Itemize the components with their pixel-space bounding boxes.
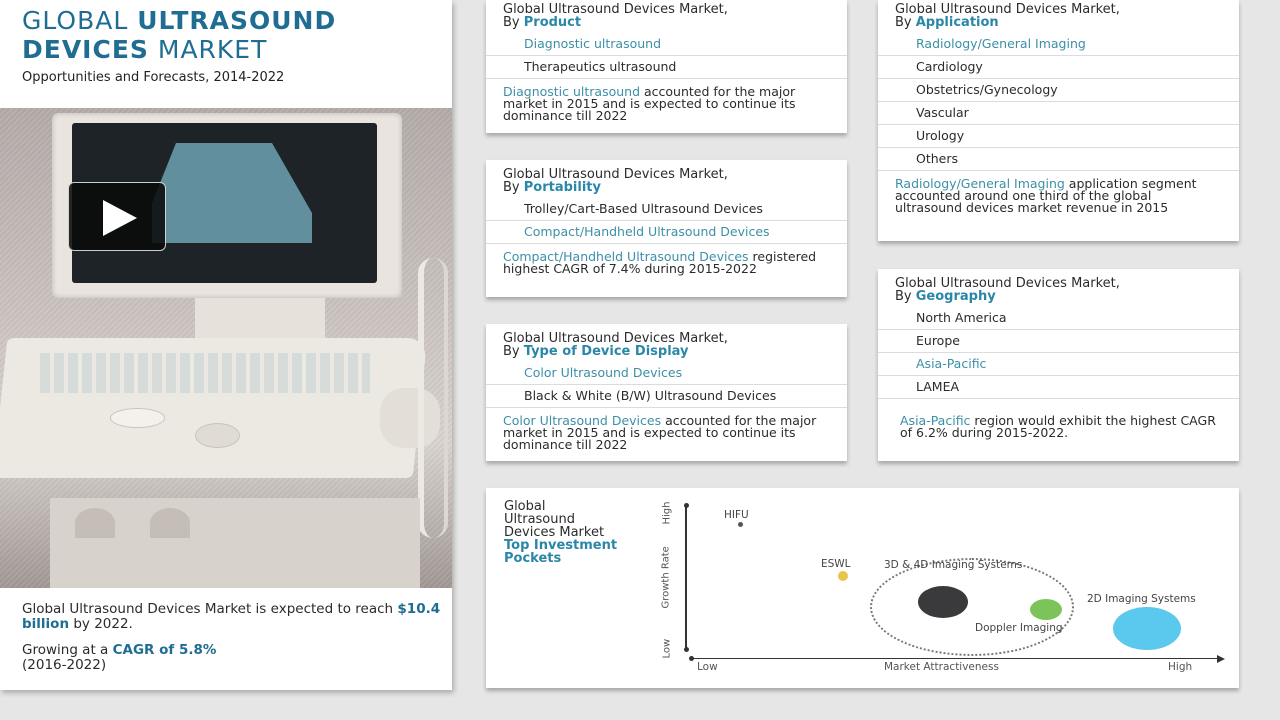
bubble-eswl [838, 571, 848, 581]
segment-card-product [486, 0, 847, 133]
stat-text: by 2022. [69, 616, 133, 632]
cagr-value: CAGR of 5.8% [112, 642, 217, 658]
segment-item: Compact/Handheld Ultrasound Devices [486, 221, 847, 244]
y-axis-label: Growth Rate [660, 546, 672, 609]
segment-list [878, 33, 1239, 171]
segment-note [878, 171, 1239, 214]
by-label: By [503, 180, 524, 195]
chart-title-line: Devices Market [504, 525, 605, 540]
segment-item: LAMEA [878, 376, 1239, 399]
card-heading-text: Global Ultrasound Devices Market, [895, 2, 1120, 17]
probe-holster [75, 508, 115, 538]
note-highlight: Radiology/General Imaging [895, 176, 1065, 191]
market-stats [22, 602, 452, 684]
segment-item: Vascular [878, 102, 1239, 125]
stat-text: Growing at a [22, 642, 113, 658]
by-label: By [503, 344, 524, 359]
y-high-label: High [661, 501, 673, 525]
segment-list [878, 307, 1239, 399]
video-play-button[interactable] [68, 182, 166, 251]
console-knob [195, 423, 240, 448]
console-trackball [110, 408, 165, 428]
bubble-label-eswl: ESWL [821, 558, 851, 570]
card-heading [878, 0, 1239, 29]
category-label: Product [523, 15, 582, 30]
cagr-period: (2016-2022) [22, 657, 107, 673]
note-text: application segment accounted around one third of the global ultrasound devices market revenue in 2015 [895, 176, 1197, 215]
note-text: accounted for the major market in 2015 and is expected to continue its dominance till 2022 [503, 413, 817, 452]
x-axis-origin-dot [689, 656, 694, 661]
title-word-devices: DEVICES [22, 35, 149, 64]
by-label: By [503, 15, 524, 30]
card-heading-text: Global Ultrasound Devices Market, [503, 2, 728, 17]
segment-item: Obstetrics/Gynecology [878, 79, 1239, 102]
card-heading [486, 0, 847, 29]
segment-item: Color Ultrasound Devices [486, 362, 847, 385]
chart-title-highlight: Top Investment [504, 538, 618, 553]
title-line-2 [22, 35, 336, 64]
bubble-label-doppler: Doppler Imaging [975, 622, 1063, 634]
note-highlight: Asia-Pacific [900, 413, 971, 428]
bubble-label-2d: 2D Imaging Systems [1087, 593, 1196, 605]
segment-list [486, 362, 847, 408]
segment-card-portability [486, 160, 847, 297]
card-heading-text: Global Ultrasound Devices Market, [895, 276, 1120, 291]
segment-item: Cardiology [878, 56, 1239, 79]
bubble-label-3d-4d: 3D & 4D Imaging Systems [884, 559, 1023, 571]
by-label: By [895, 289, 916, 304]
note-text: registered highest CAGR of 7.4% during 2015-2022 [503, 249, 817, 276]
infographic-title [22, 6, 336, 85]
ultrasound-scan-image [152, 143, 312, 243]
stat-text: Global Ultrasound Devices Market is expected to reach [22, 601, 398, 617]
segment-list [486, 198, 847, 244]
card-heading [486, 160, 847, 194]
title-line-1 [22, 6, 336, 35]
note-text: accounted for the major market in 2015 and is expected to continue its dominance till 2022 [503, 84, 796, 123]
segment-item: Trolley/Cart-Based Ultrasound Devices [486, 198, 847, 221]
x-axis-arrow-icon [1217, 655, 1225, 663]
note-highlight: Diagnostic ultrasound [503, 84, 641, 99]
card-heading [486, 324, 847, 358]
ultrasound-machine-photo [0, 108, 452, 588]
monitor-neck [195, 298, 325, 343]
title-word-market: MARKET [157, 35, 268, 64]
bubble-2d-imaging [1113, 607, 1181, 650]
chart-title-line: Global [504, 499, 546, 514]
segment-item: Others [878, 148, 1239, 171]
note-highlight: Color Ultrasound Devices [503, 413, 662, 428]
category-label: Application [915, 15, 999, 30]
by-label: By [895, 15, 916, 30]
x-axis-label: Market Attractiveness [884, 661, 999, 673]
card-heading [878, 269, 1239, 303]
subtitle: Opportunities and Forecasts, 2014-2022 [22, 70, 285, 85]
card-heading-text: Global Ultrasound Devices Market, [503, 331, 728, 346]
segment-item: Radiology/General Imaging [878, 33, 1239, 56]
card-heading-text: Global Ultrasound Devices Market, [503, 167, 728, 182]
chart-title-line: Ultrasound [504, 512, 575, 527]
segment-item: Diagnostic ultrasound [486, 33, 847, 56]
y-low-label: Low [661, 638, 673, 659]
probe-cable [418, 258, 448, 538]
chart-title-highlight: Pockets [504, 551, 562, 566]
segment-note [486, 244, 847, 275]
y-axis-bottom-dot [684, 647, 689, 652]
category-label: Type of Device Display [523, 344, 689, 359]
cagr-statement [22, 643, 452, 673]
console-keys [40, 353, 370, 393]
x-low-label: Low [697, 661, 718, 673]
segment-note [486, 408, 847, 451]
note-highlight: Compact/Handheld Ultrasound Devices [503, 249, 749, 264]
segment-item: Therapeutics ultrasound [486, 56, 847, 79]
segment-card-geography [878, 269, 1239, 461]
title-word-ultrasound: ULTRASOUND [137, 6, 337, 35]
segment-card-application [878, 0, 1239, 241]
title-word-global: GLOBAL [22, 6, 129, 35]
segment-list [486, 33, 847, 79]
market-size-value: $10.4 billion [22, 601, 441, 632]
y-axis-top-dot [684, 503, 689, 508]
segment-item: Black & White (B/W) Ultrasound Devices [486, 385, 847, 408]
segment-note [878, 399, 1239, 439]
category-label: Geography [915, 289, 996, 304]
note-text: region would exhibit the highest CAGR of 6.2% during 2015-2022. [900, 413, 1216, 440]
segment-item: Europe [878, 330, 1239, 353]
probe-holster [150, 508, 190, 538]
investment-pockets-chart [486, 488, 1239, 688]
left-panel [0, 0, 452, 690]
chart-title [504, 500, 617, 565]
bubble-label-hifu: HIFU [724, 509, 749, 521]
segment-item: North America [878, 307, 1239, 330]
segment-card-device-display [486, 324, 847, 461]
category-label: Portability [523, 180, 601, 195]
bubble-3d-4d-imaging [918, 586, 968, 618]
x-axis [691, 658, 1221, 659]
segment-item: Urology [878, 125, 1239, 148]
market-size-statement [22, 602, 452, 632]
segment-note [486, 79, 847, 122]
y-axis [685, 506, 687, 649]
x-high-label: High [1168, 661, 1193, 673]
segment-item: Asia-Pacific [878, 353, 1239, 376]
bubble-doppler-imaging [1030, 599, 1062, 620]
play-icon [103, 200, 137, 236]
bubble-hifu [738, 522, 743, 527]
